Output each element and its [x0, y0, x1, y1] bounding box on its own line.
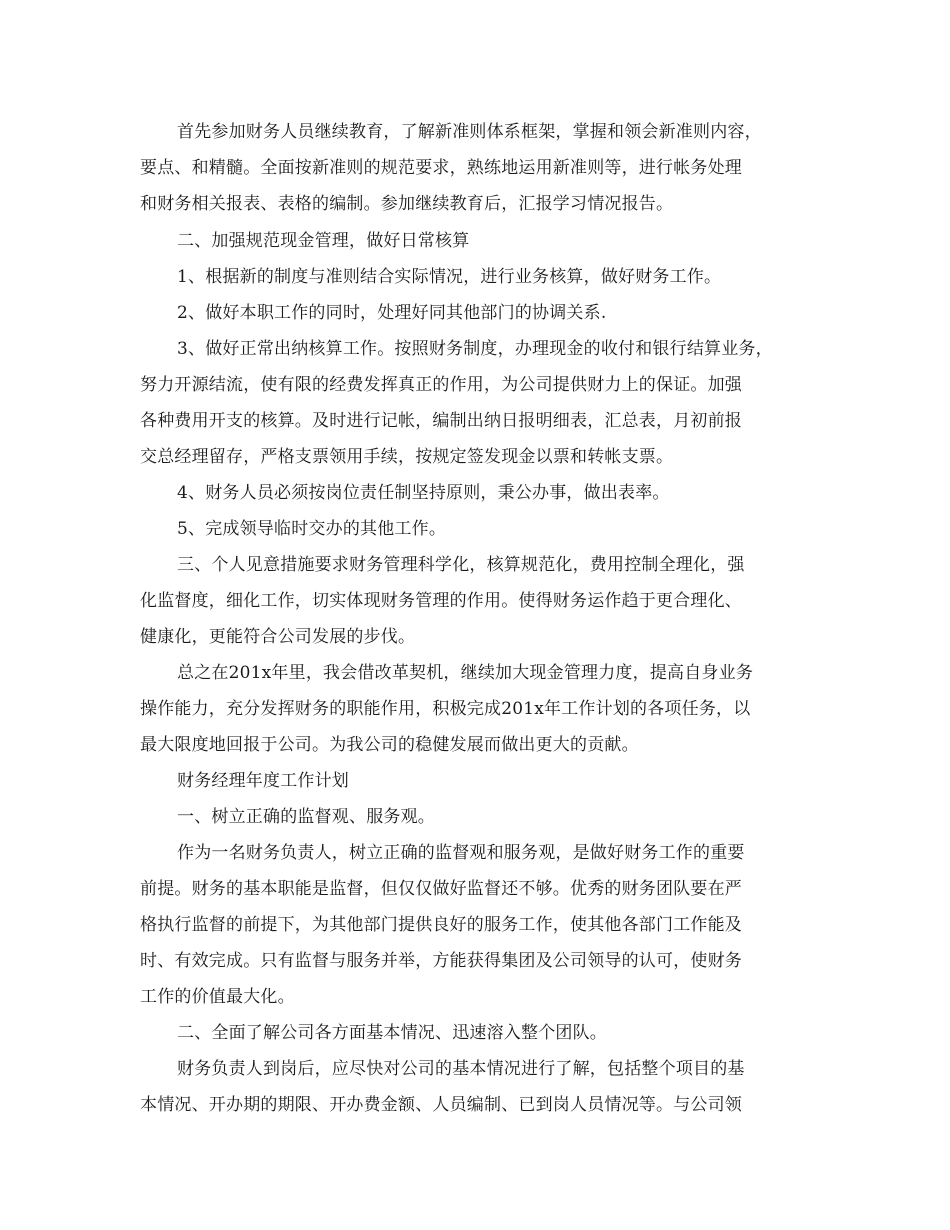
- paragraph-line: 最大限度地回报于公司。为我公司的稳健发展而做出更大的贡献。: [140, 735, 639, 755]
- section-heading: 二、全面了解公司各方面基本情况、迅速溶入整个团队。: [177, 1023, 607, 1043]
- list-item: 4、财务人员必须按岗位责任制坚持原则，秉公办事，做出表率。: [177, 483, 670, 503]
- document-title: 财务经理年度工作计划: [177, 771, 349, 791]
- paragraph-line: 健康化，更能符合公司发展的步伐。: [140, 627, 416, 647]
- section-heading: 三、个人见意措施要求财务管理科学化，核算规范化，费用控制全理化，强: [177, 555, 745, 575]
- paragraph-line: 和财务相关报表、表格的编制。参加继续教育后，汇报学习情况报告。: [140, 194, 674, 214]
- paragraph-line: 首先参加财务人员继续教育，了解新准则体系框架，掌握和领会新准则内容，: [177, 122, 762, 142]
- paragraph-line: 各种费用开支的核算。及时进行记帐，编制出纳日报明细表，汇总表，月初前报: [140, 411, 742, 431]
- paragraph-line: 工作的价值最大化。: [140, 987, 295, 1007]
- paragraph-line: 前提。财务的基本职能是监督，但仅仅做好监督还不够。优秀的财务团队要在严: [140, 879, 742, 899]
- section-heading: 二、加强规范现金管理，做好日常核算: [177, 231, 470, 251]
- paragraph-line: 努力开源结流，使有限的经费发挥真正的作用，为公司提供财力上的保证。加强: [140, 375, 742, 395]
- paragraph-line: 总之在201x年里，我会借改革契机，继续加大现金管理力度，提高自身业务: [177, 663, 754, 683]
- paragraph-line: 本情况、开办期的期限、开办费金额、人员编制、已到岗人员情况等。与公司领: [140, 1095, 742, 1115]
- section-heading: 一、树立正确的监督观、服务观。: [177, 807, 435, 827]
- paragraph-line: 作为一名财务负责人，树立正确的监督观和服务观，是做好财务工作的重要: [177, 843, 745, 863]
- paragraph-line: 时、有效完成。只有监督与服务并举，方能获得集团及公司领导的认可，使财务: [140, 951, 742, 971]
- paragraph-line: 操作能力，充分发挥财务的职能作用，积极完成201x年工作计划的各项任务，以: [140, 699, 751, 719]
- paragraph-line: 格执行监督的前提下，为其他部门提供良好的服务工作，使其他各部门工作能及: [140, 915, 742, 935]
- list-item: 2、做好本职工作的同时，处理好同其他部门的协调关系.: [177, 303, 607, 323]
- paragraph-line: 化监督度，细化工作，切实体现财务管理的作用。使得财务运作趋于更合理化、: [140, 591, 742, 611]
- list-item: 1、根据新的制度与准则结合实际情况，进行业务核算，做好财务工作。: [177, 267, 722, 287]
- list-item: 3、做好正常出纳核算工作。按照财务制度，办理现金的收付和银行结算业务，: [177, 339, 773, 359]
- paragraph-line: 要点、和精髓。全面按新准则的规范要求，熟练地运用新准则等，进行帐务处理: [140, 158, 742, 178]
- list-item: 5、完成领导临时交办的其他工作。: [177, 519, 447, 539]
- paragraph-line: 交总经理留存，严格支票领用手续，按规定签发现金以票和转帐支票。: [140, 447, 674, 467]
- paragraph-line: 财务负责人到岗后，应尽快对公司的基本情况进行了解，包括整个项目的基: [177, 1059, 745, 1079]
